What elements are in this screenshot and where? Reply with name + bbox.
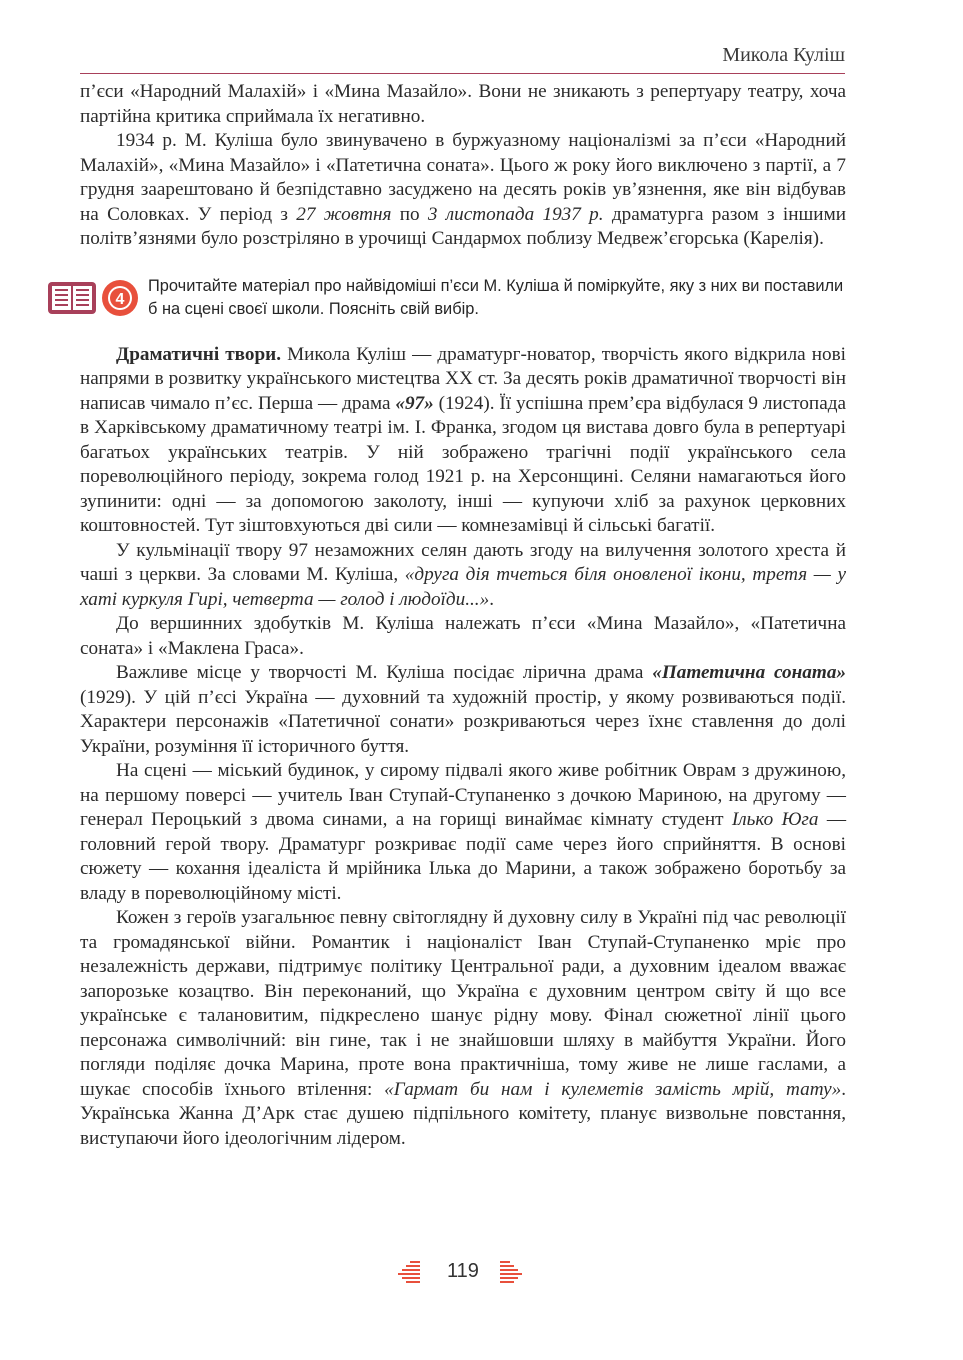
text-span: Микола Куліш — драматург-новатор, творчість якого відкрила нові напрями в розвитку українського мистецтва ХХ ст. За десять років драматичної творчості він написав чимало п’єс. Перша — драма <box>80 343 846 414</box>
text-span: На сцені — міський будинок, у сирому підвалі якого живе робітник Оврам з дружиною, на першому поверсі — учитель Іван Ступай-Ступаненко з дочкою Мариною, на другому — генерал Пероцький з двома синами, а на горищі винаймає кімнату студент <box>80 760 846 830</box>
section-heading: Драматичні твори. <box>116 343 282 365</box>
header-rule <box>80 73 845 74</box>
running-header: Микола Куліш <box>722 44 845 66</box>
date-italic: 3 листопада 1937 р. <box>427 203 604 225</box>
play-title: «Патетична соната» <box>652 662 847 683</box>
quote: «друга дія тчеться біля оновленої ікони, третя — у хаті куркуля Гирі, четверта — голод і людоїди...» <box>80 564 846 610</box>
text-span: . <box>489 588 494 610</box>
paragraph-2 <box>80 129 846 252</box>
text-span: У кульмінації твору 97 незаможних селян дають згоду на вилучення золотого хреста й чаші з церкви. За словами М. Куліша, <box>80 539 846 585</box>
paragraph-8 <box>80 906 846 1151</box>
right-stripes-icon <box>500 1260 522 1286</box>
open-book-icon <box>48 282 96 314</box>
text-span: Важливе місце у творчості М. Куліша посідає лірична драма <box>116 662 653 683</box>
text-span: . Українська Жанна Д’Арк стає душею підпільного комітету, планує визвольне повстання, виступаючи його ідеологічним лідером. <box>80 1078 846 1149</box>
text-span: (1929). У цій п’єсі Україна — духовний та художній простір, у якому розвиваються події. Характери персонажів «Патетичної сонати» розкриваються через їхнє ставлення до долі України, розуміння її історичного буття. <box>80 686 846 757</box>
paragraph-7 <box>80 759 846 906</box>
text-span: 1934 р. М. Куліша було звинувачено в буржуазному націоналізмі за п’єси «Народний Малахій», «Мина Мазайло» і «Патетична соната». Цього ж року його виключено з партії, а 7 грудня заарештовано й безпідставно засуджено на десять років ув’язнення, яке він відбував на Соловках. У період з <box>80 130 846 225</box>
paragraph-6 <box>80 661 846 759</box>
character-name: Ілько Юга <box>731 809 819 830</box>
quote: «Гармат би нам і кулеметів замість мрій, тату» <box>384 1078 842 1100</box>
date-italic: 27 жовтня <box>296 203 392 225</box>
body-text <box>80 80 846 1151</box>
task-icons <box>46 278 142 318</box>
text-span: (1924). Її успішна прем’єра відбулася 9 листопада в Харківському драматичному театрі ім. І. Франка, згодом ця вистава довго була в репертуарі багатьох українських театрів. У ній зображено трагічні події українського села пореволюційного періоду, зокрема голод 1921 р. на Херсонщині. Селяни намагаються його зупинити: одні — за допомогою заколоту, інші — купуючи хліб за рахунок церковних коштовностей. Тут зіштовхуються дві сили — комнезамівці й сільські багатії. <box>80 392 846 536</box>
task-number-badge <box>102 280 138 316</box>
page-number: 119 <box>447 1260 479 1282</box>
play-title: «97» <box>395 392 434 414</box>
page-footer <box>0 1258 963 1288</box>
paragraph-1: п’єси «Народний Малахій» і «Мина Мазайло». Вони не зникають з репертуару театру, хоча партійна критика сприймала їх негативно. <box>80 81 846 127</box>
task-number: 4 <box>115 290 125 308</box>
paragraph-3 <box>80 343 846 539</box>
text-span: — головний герой твору. Драматург розкриває події саме через його сприйняття. В основі сюжету — кохання ідеаліста й мрійника Ілька до Марини, а також зображено боротьбу за владу в пореволюційному місті. <box>80 809 847 904</box>
task-block <box>80 272 846 324</box>
text-span: по <box>391 203 428 225</box>
paragraph-4 <box>80 539 846 613</box>
task-text: Прочитайте матеріал про найвідоміші п’єси М. Куліша й поміркуйте, яку з них ви поставили б на сцені своєї школи. Поясніть свій вибір. <box>148 276 844 318</box>
left-stripes-icon <box>398 1260 420 1286</box>
text-span: Кожен з героїв узагальнює певну світоглядну й духовну силу в Україні під час революції та громадянської війни. Романтик і націоналіст Іван Ступай-Ступаненко мріє про незалежність держави, підтримує політику Центральної ради, а духовним ідеалом вважає запорозьке козацтво. Він переконаний, що Україна є духовним центром світу й що все українське є талановитим, підкреслено шанує рідну мову. Фінал сюжетної лінії цього персонажа символічний: він гине, так і не знайшовши шляху в майбуття України. Його погляди поділяє дочка Марина, проте вона практичніша, тому живе не лише гаслами, а шукає способів їхнього втілення: <box>80 907 846 1100</box>
text-span: драматурга разом з іншими політв’язнями було розстріляно в урочищі Сандармох поблизу Медвеж’єгорська (Карелія). <box>80 203 846 249</box>
paragraph-5: До вершинних здобутків М. Куліша належать п’єси «Мина Мазайло», «Патетична соната» і «Маклена Граса». <box>80 613 846 659</box>
